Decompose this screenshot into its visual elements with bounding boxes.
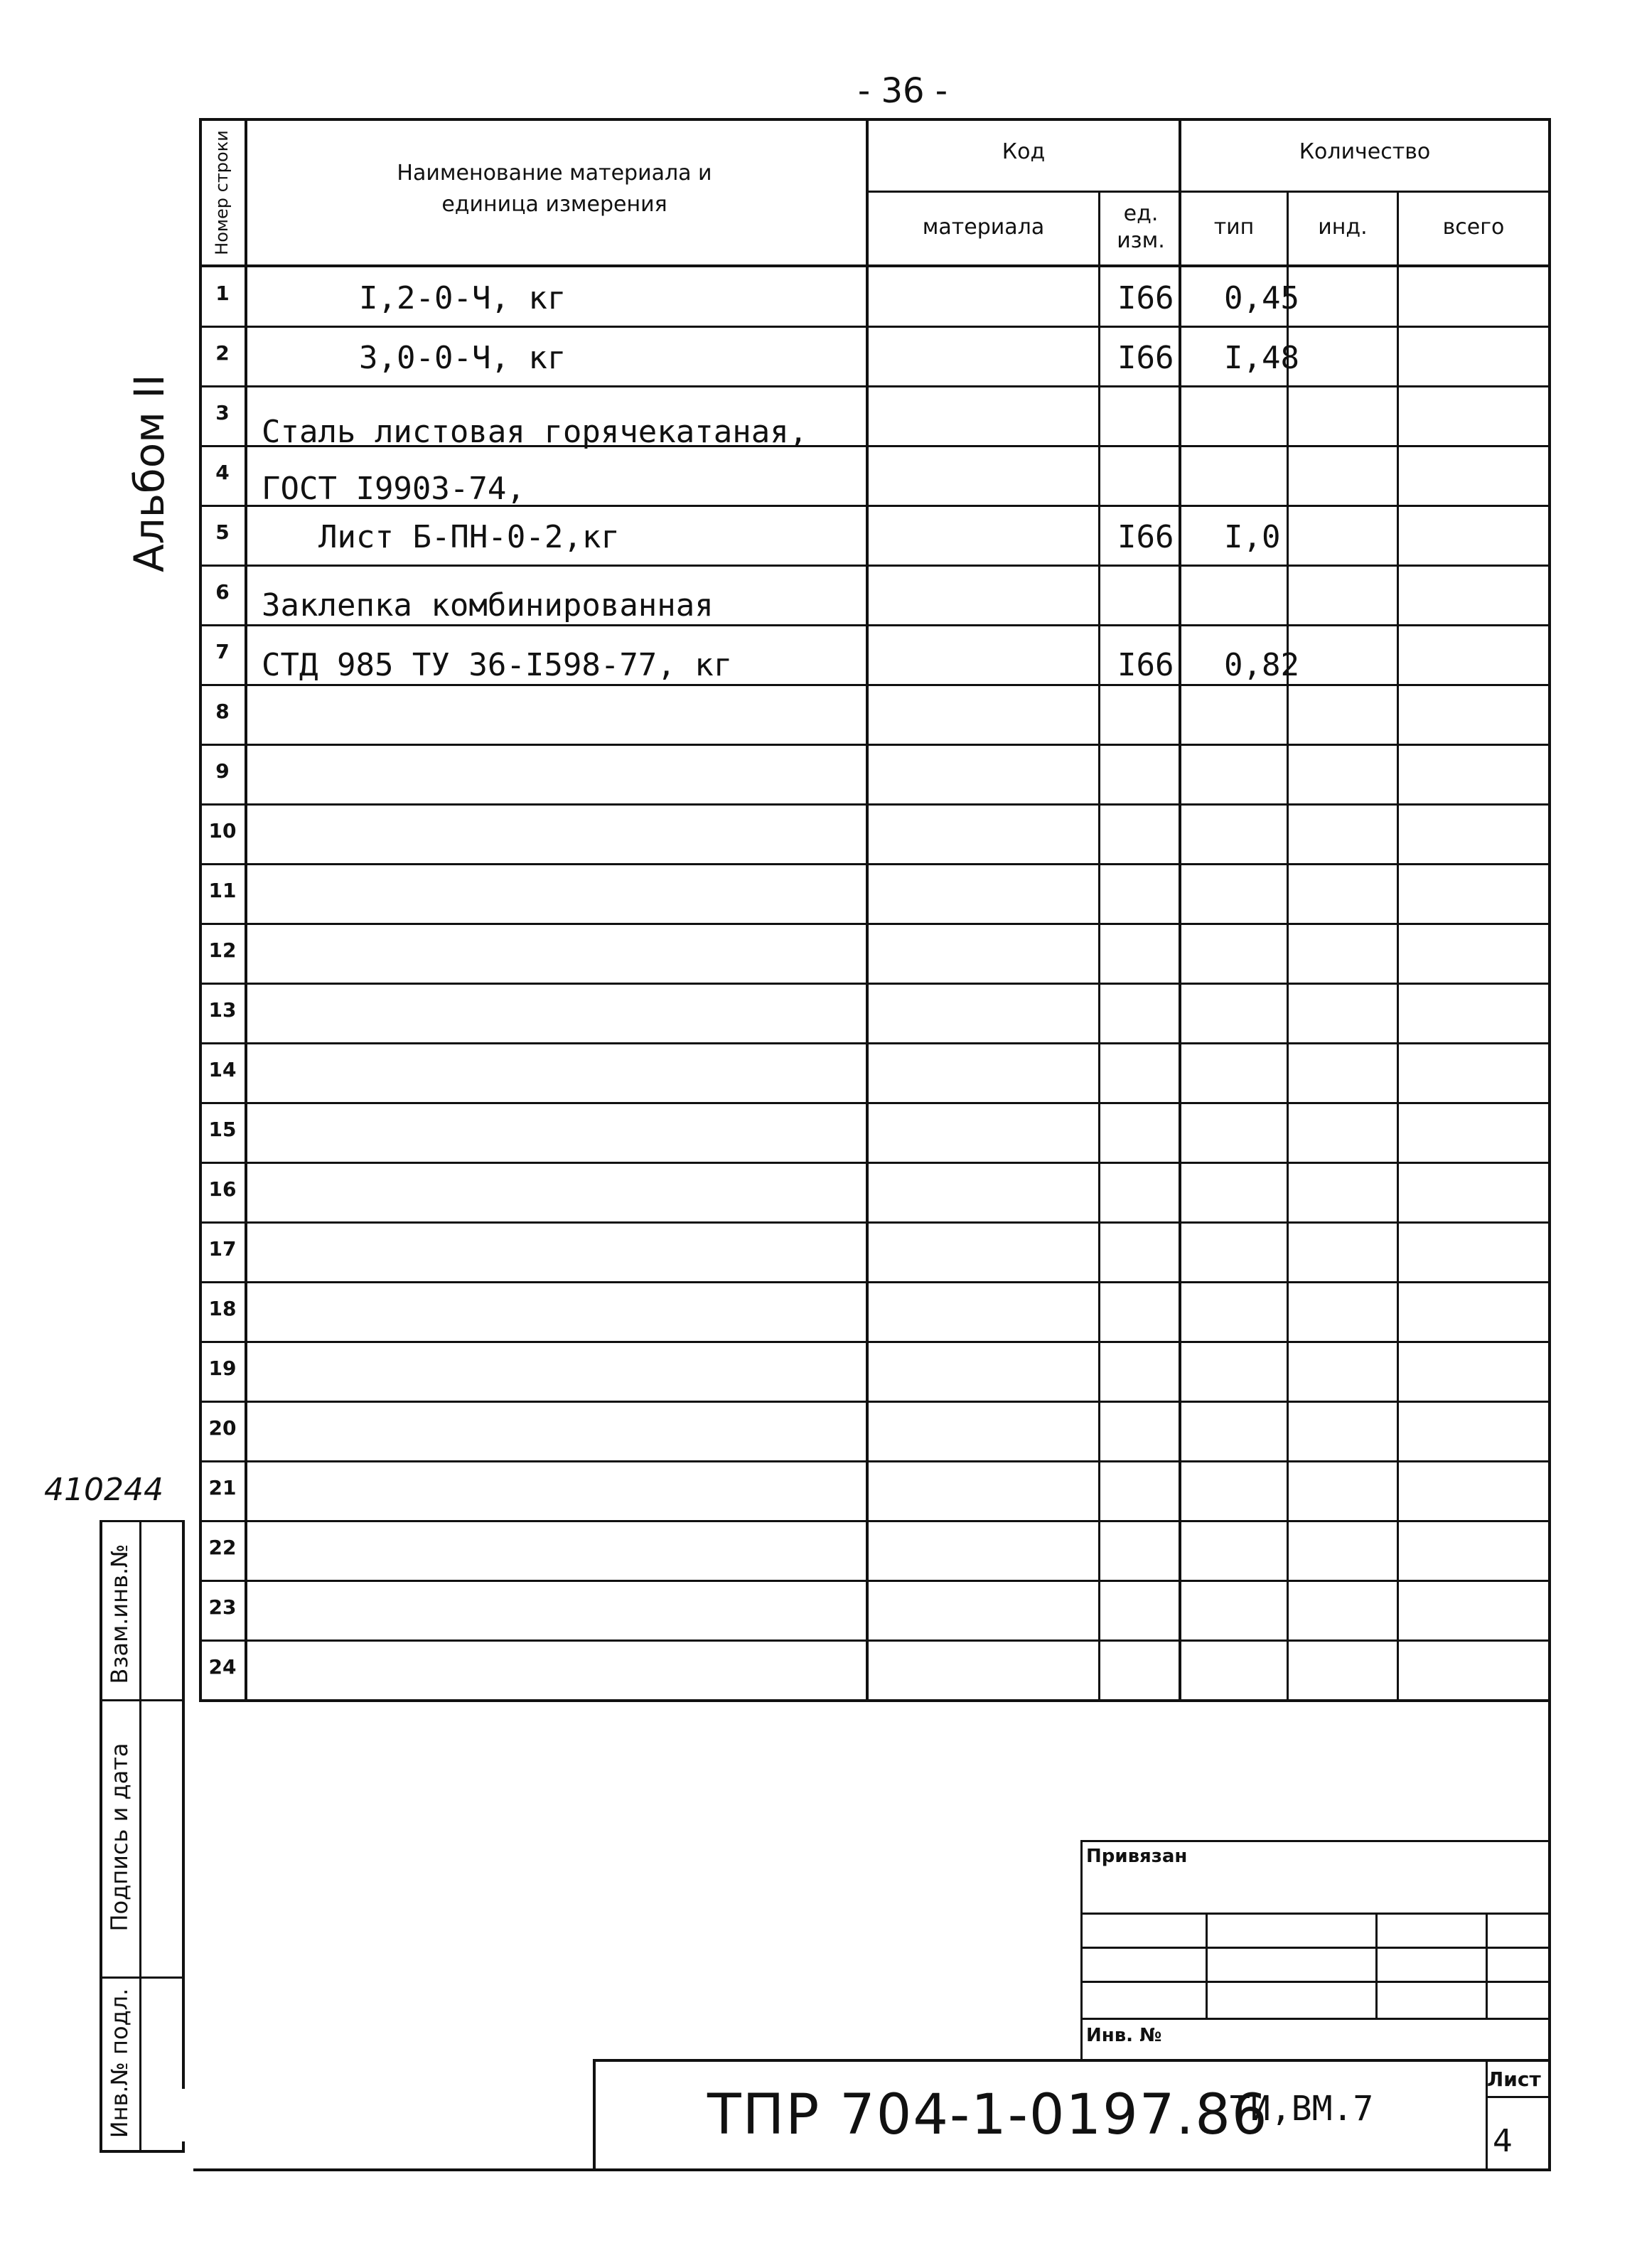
row-number: 13 [208, 998, 237, 1022]
row-number: 18 [208, 1297, 237, 1320]
row-number: 24 [208, 1655, 237, 1679]
quantity-type: I,48 [1224, 340, 1299, 376]
row-number: 23 [208, 1595, 237, 1619]
header-qty-total: всего [1442, 215, 1505, 240]
row-number: 5 [215, 520, 230, 544]
col-line-name [866, 118, 869, 1702]
row-number: 6 [215, 580, 230, 604]
col-line-qty-type [1287, 191, 1289, 1702]
row-number: 7 [215, 640, 230, 663]
col-line-code-material [1098, 191, 1100, 1702]
album-label: Альбом II [125, 374, 173, 572]
col-line-code-unit [1179, 118, 1181, 1702]
row-number: 9 [215, 759, 230, 783]
material-name: I,2-0-Ч, кг [359, 280, 567, 316]
col-line-right [1548, 118, 1551, 1702]
side-field-inv-podl: Инв.№ подл. [106, 1988, 133, 2139]
row-number: 16 [208, 1177, 237, 1201]
quantity-type: I,0 [1224, 519, 1281, 555]
row-number: 3 [215, 401, 230, 424]
row-number: 17 [208, 1237, 237, 1261]
row-number: 19 [208, 1357, 237, 1380]
header-row-number: Номер строки [212, 130, 232, 255]
header-qty-type: тип [1213, 215, 1255, 240]
row-number: 14 [208, 1058, 237, 1081]
table-top-border [199, 118, 1551, 121]
page-number: - 36 - [857, 71, 948, 111]
table-bottom-border [199, 1699, 1551, 1702]
side-field-vzam: Взам.инв.№ [106, 1544, 133, 1684]
inventory-number: 410244 [44, 1472, 163, 1508]
material-name: СТД 985 ТУ 36-I598-77, кг [262, 647, 733, 683]
material-name: 3,0-0-Ч, кг [359, 340, 567, 376]
unit-code: I66 [1117, 519, 1174, 555]
quantity-type: 0,45 [1224, 280, 1299, 316]
header-code-unit: ед. изм. [1117, 201, 1165, 253]
header-qty-ind: инд. [1318, 215, 1368, 240]
header-code-material: материала [922, 215, 1045, 240]
row-number: 12 [208, 938, 237, 962]
row-number: 2 [215, 341, 230, 365]
row-number: 21 [208, 1476, 237, 1499]
sheet-label: Лист [1487, 2068, 1541, 2091]
row-number: 8 [215, 700, 230, 723]
unit-code: I66 [1117, 280, 1174, 316]
row-number: 1 [215, 282, 230, 305]
header-code: Код [1002, 139, 1046, 164]
document-section: ТИ,ВМ.7 [1230, 2089, 1374, 2129]
material-name: Сталь листовая горячекатаная, [262, 414, 808, 450]
unit-code: I66 [1117, 340, 1174, 376]
col-line-qty-ind [1397, 191, 1399, 1702]
sheet-number: 4 [1493, 2123, 1513, 2159]
inv-number-label: Инв. № [1086, 2025, 1162, 2046]
row-number: 11 [208, 879, 237, 902]
material-name: Лист Б-ПН-0-2,кг [318, 519, 620, 555]
quantity-type: 0,82 [1224, 647, 1299, 683]
header-quantity: Количество [1299, 139, 1431, 164]
header-mid-line [866, 191, 1551, 193]
header-bottom-line [199, 264, 1551, 267]
row-number: 20 [208, 1416, 237, 1440]
material-name: Заклепка комбинированная [262, 587, 714, 624]
row-number: 10 [208, 819, 237, 843]
unit-code: I66 [1117, 647, 1174, 683]
side-field-signature: Подпись и дата [106, 1743, 133, 1932]
row-number: 15 [208, 1118, 237, 1141]
header-name: Наименование материала и единица измерения [397, 161, 712, 217]
linked-label: Привязан [1086, 1846, 1188, 1867]
row-number: 4 [215, 461, 230, 484]
material-name: ГОСТ I9903-74, [262, 471, 525, 507]
row-number: 22 [208, 1536, 237, 1559]
document-code: ТПР 704-1-0197.86 [707, 2083, 1269, 2147]
